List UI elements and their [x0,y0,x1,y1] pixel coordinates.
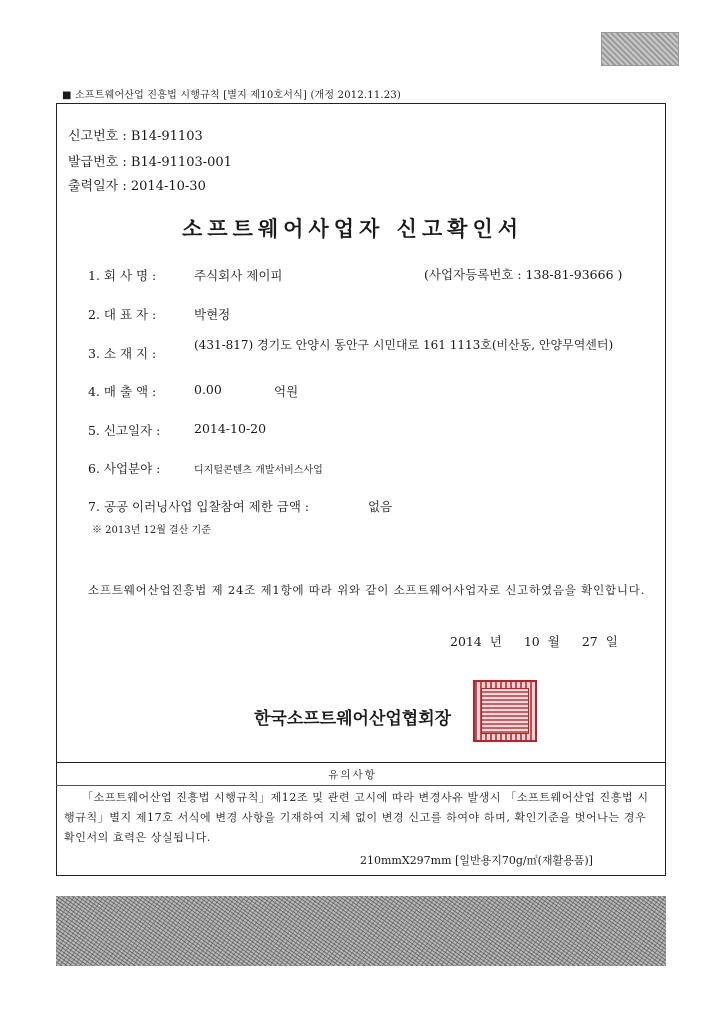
issue-day: 27 [581,634,598,649]
notice-text: 「소프트웨어산업 진흥법 시행규칙」제12조 및 관련 고시에 따라 변경사유 발생시 「소프트웨어산업 진흥법 시행규칙」별지 제17호 서식에 변경 사항을 기재하여 지체 없이 변경 신고를 하여야 하며, 확인기준을 벗어나는 경우 확인서의 효력은 상실됩니다. [64,791,649,844]
business-field-value: 디지털콘텐츠 개발서비스사업 [194,465,323,476]
settlement-footnote: ※ 2013년 12월 결산 기준 [92,525,211,536]
notice-title: 유의사항 [328,769,377,781]
business-field-label: 6. 사업분야 : [88,461,161,476]
bid-limit-value: 없음 [368,499,393,514]
association-name: 한국소프트웨어산업협회장 [254,709,452,729]
bid-limit-label: 7. 공공 이러닝사업 입찰참여 제한 금액 : [88,499,310,514]
report-number-label: 신고번호 : [68,129,127,144]
notice-divider-bottom [56,785,666,786]
print-date-value: 2014-10-30 [130,179,206,194]
security-pattern-band [56,896,666,966]
address-value: (431-817) 경기도 안양시 동안구 시민대로 161 1113호(비산동, 안양무역센터) [194,338,614,352]
ceo-value: 박현정 [194,307,231,322]
confirmation-text: 소프트웨어산업진흥법 제 24조 제1항에 따라 위와 같이 소프트웨어사업자로 신고하였음을 확인합니다. [88,583,646,597]
top-right-stamp [601,32,679,66]
company-value: 주식회사 제이피 [194,268,283,283]
report-number-value: B14-91103 [130,129,203,144]
report-number-row [68,125,203,144]
report-date-label: 5. 신고일자 : [88,423,161,438]
issue-number-value: B14-91103-001 [130,155,232,170]
print-date-label: 출력일자 : [68,179,127,194]
paper-size-note: 210mmX297mm [일반용지70g/㎡(재활용품)] [360,854,593,867]
report-date-value: 2014-10-20 [194,421,267,436]
company-label: 1. 회 사 명 : [88,268,157,283]
issue-number-row [68,151,232,170]
issue-month-unit: 월 [547,634,560,649]
issue-day-unit: 일 [605,634,618,649]
sales-label: 4. 매 출 액 : [88,384,157,399]
issue-date [450,632,622,650]
business-registration: (사업자등록번호 : 138-81-93666 ) [424,267,623,282]
issue-year: 2014 [450,634,482,649]
sales-unit: 억원 [274,384,299,399]
document-title: 소프트웨어사업자 신고확인서 [181,216,524,241]
issue-number-label: 발급번호 : [68,155,127,170]
address-label: 3. 소 재 지 : [88,346,157,361]
print-date-row [68,175,206,194]
sales-value: 0.00 [194,382,222,397]
issue-month: 10 [523,634,540,649]
form-header-note: ■ 소프트웨어산업 진흥법 시행규칙 [별지 제10호서식] (개정 2012.11.23) [62,90,402,101]
notice-divider-top [56,762,666,763]
issue-year-unit: 년 [489,634,502,649]
official-seal [473,680,537,742]
ceo-label: 2. 대 표 자 : [88,307,157,322]
